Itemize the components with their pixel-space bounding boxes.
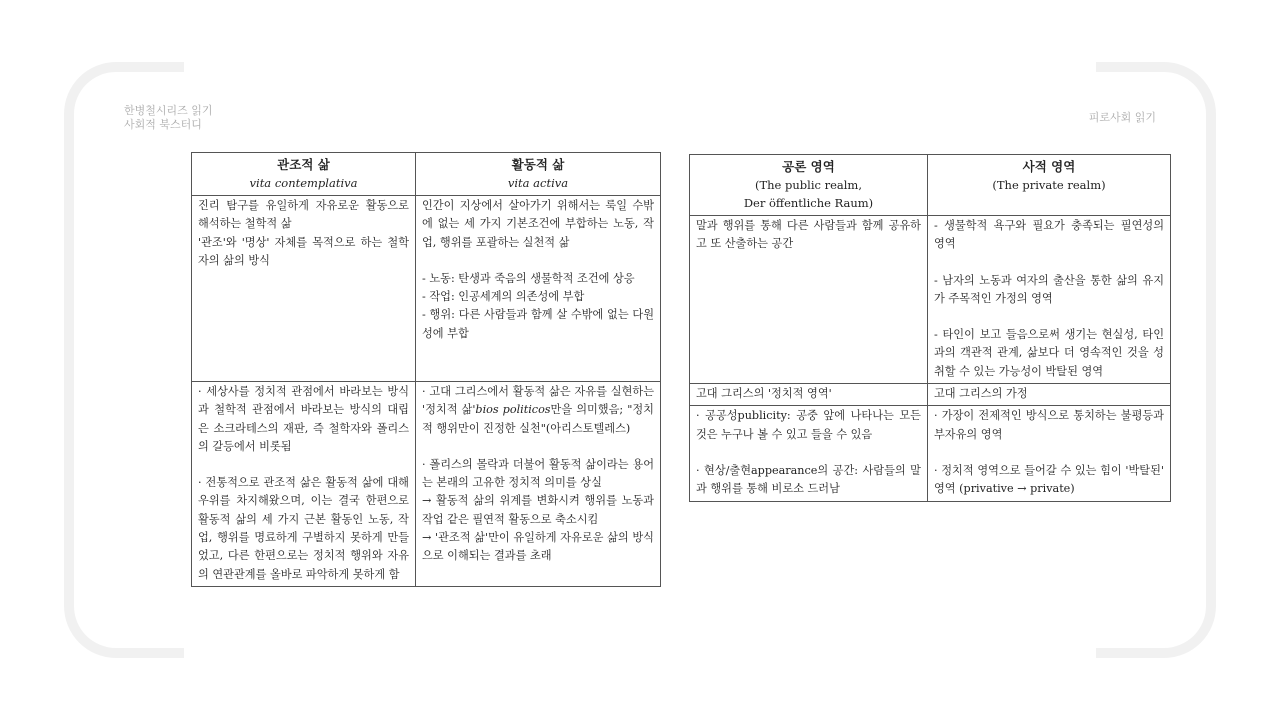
table-cell: · 공공성publicity: 공중 앞에 나타나는 모든 것은 누구나 볼 수 있고 들을 수 있음 · 현상/출현appearance의 공간: 사람들의 말과 행위를 통해 비로소 드러남 xyxy=(690,406,928,501)
table-header-row xyxy=(192,153,661,196)
contemplative-vs-active-table xyxy=(191,152,661,587)
header-vita-activa: 활동적 삶 vita activa xyxy=(416,153,661,196)
study-name: 사회적 북스터디 xyxy=(124,118,202,131)
book-header: 피로사회 읽기 xyxy=(1088,111,1156,124)
series-title: 한병철시리즈 읽기 xyxy=(124,104,213,117)
table-cell: - 생물학적 욕구와 필요가 충족되는 필연성의 영역 - 남자의 노동과 여자의 출산을 통한 삶의 유지가 주목적인 가정의 영역 - 타인이 보고 들음으로써 생기는 현실성, 타인과의 객관적 관계, 삶보다 더 영속적인 것을 성취할 수 있는 가능성이 박탈된 영역 xyxy=(928,216,1171,384)
series-header xyxy=(124,104,213,132)
table-cell: 고대 그리스의 가정 xyxy=(928,384,1171,406)
table-cell: 인간이 지상에서 살아가기 위해서는 룩일 수밖에 없는 세 가지 기본조건에 부합하는 노동, 작업, 행위를 포괄하는 실천적 삶 - 노동: 탄생과 죽음의 생물학적 조건에 상응 - 작업: 인공세계의 의존성에 부합 - 행위: 다른 사람들과 함께 살 수밖에 없는 다원성에 부합 xyxy=(416,196,661,382)
header-vita-contemplativa: 관조적 삶 vita contemplativa xyxy=(192,153,416,196)
left-frame-bracket xyxy=(64,62,184,658)
table-cell: · 고대 그리스에서 활동적 삶은 자유를 실현하는 '정치적 삶'bios politicos만을 의미했음; "정치적 행위만이 진정한 실천"(아리스토텔레스) · 폴리스의 몰락과 더불어 활동적 삶이라는 용어는 본래의 고유한 정치적 의미를 상실 → 활동적 삶의 위계를 변화시켜 행위를 노동과 작업 같은 필연적 활동으로 축소시킴 → '관조적 삶'만이 유일하게 자유로운 삶의 방식으로 이해되는 결과를 초래 xyxy=(416,382,661,587)
table-row xyxy=(192,196,661,382)
header-private-realm: 사적 영역 (The private realm) xyxy=(928,155,1171,216)
table-cell: 말과 행위를 통해 다른 사람들과 함께 공유하고 또 산출하는 공간 xyxy=(690,216,928,384)
table-cell: · 세상사를 정치적 관점에서 바라보는 방식과 철학적 관점에서 바라보는 방식의 대립은 소크라테스의 재판, 즉 철학자와 폴리스의 갈등에서 비롯됨 · 전통적으로 관조적 삶은 활동적 삶에 대해 우위를 차지해왔으며, 이는 결국 한편으로 활동적 삶의 세 가지 근본 활동인 노동, 작업, 행위를 명료하게 구별하지 못하게 만들었고, 다른 한편으로는 정치적 행위와 자유의 연관관계를 올바로 파악하게 못하게 함 xyxy=(192,382,416,587)
table-row xyxy=(690,406,1171,501)
table-cell: 진리 탐구를 유일하게 자유로운 활동으로 해석하는 철학적 삶 '관조'와 '명상' 자체를 목적으로 하는 철학자의 삶의 방식 xyxy=(192,196,416,382)
table-cell: · 가장이 전제적인 방식으로 통치하는 불평등과 부자유의 영역 · 정치적 영역으로 들어갈 수 있는 힘이 '박탈된' 영역 (privative → private) xyxy=(928,406,1171,501)
table-row xyxy=(690,216,1171,384)
table-row xyxy=(690,384,1171,406)
public-vs-private-table xyxy=(689,154,1171,502)
header-public-realm: 공론 영역 (The public realm, Der öffentliche Raum) xyxy=(690,155,928,216)
table-row xyxy=(192,382,661,587)
table-cell: 고대 그리스의 '정치적 영역' xyxy=(690,384,928,406)
table-header-row xyxy=(690,155,1171,216)
